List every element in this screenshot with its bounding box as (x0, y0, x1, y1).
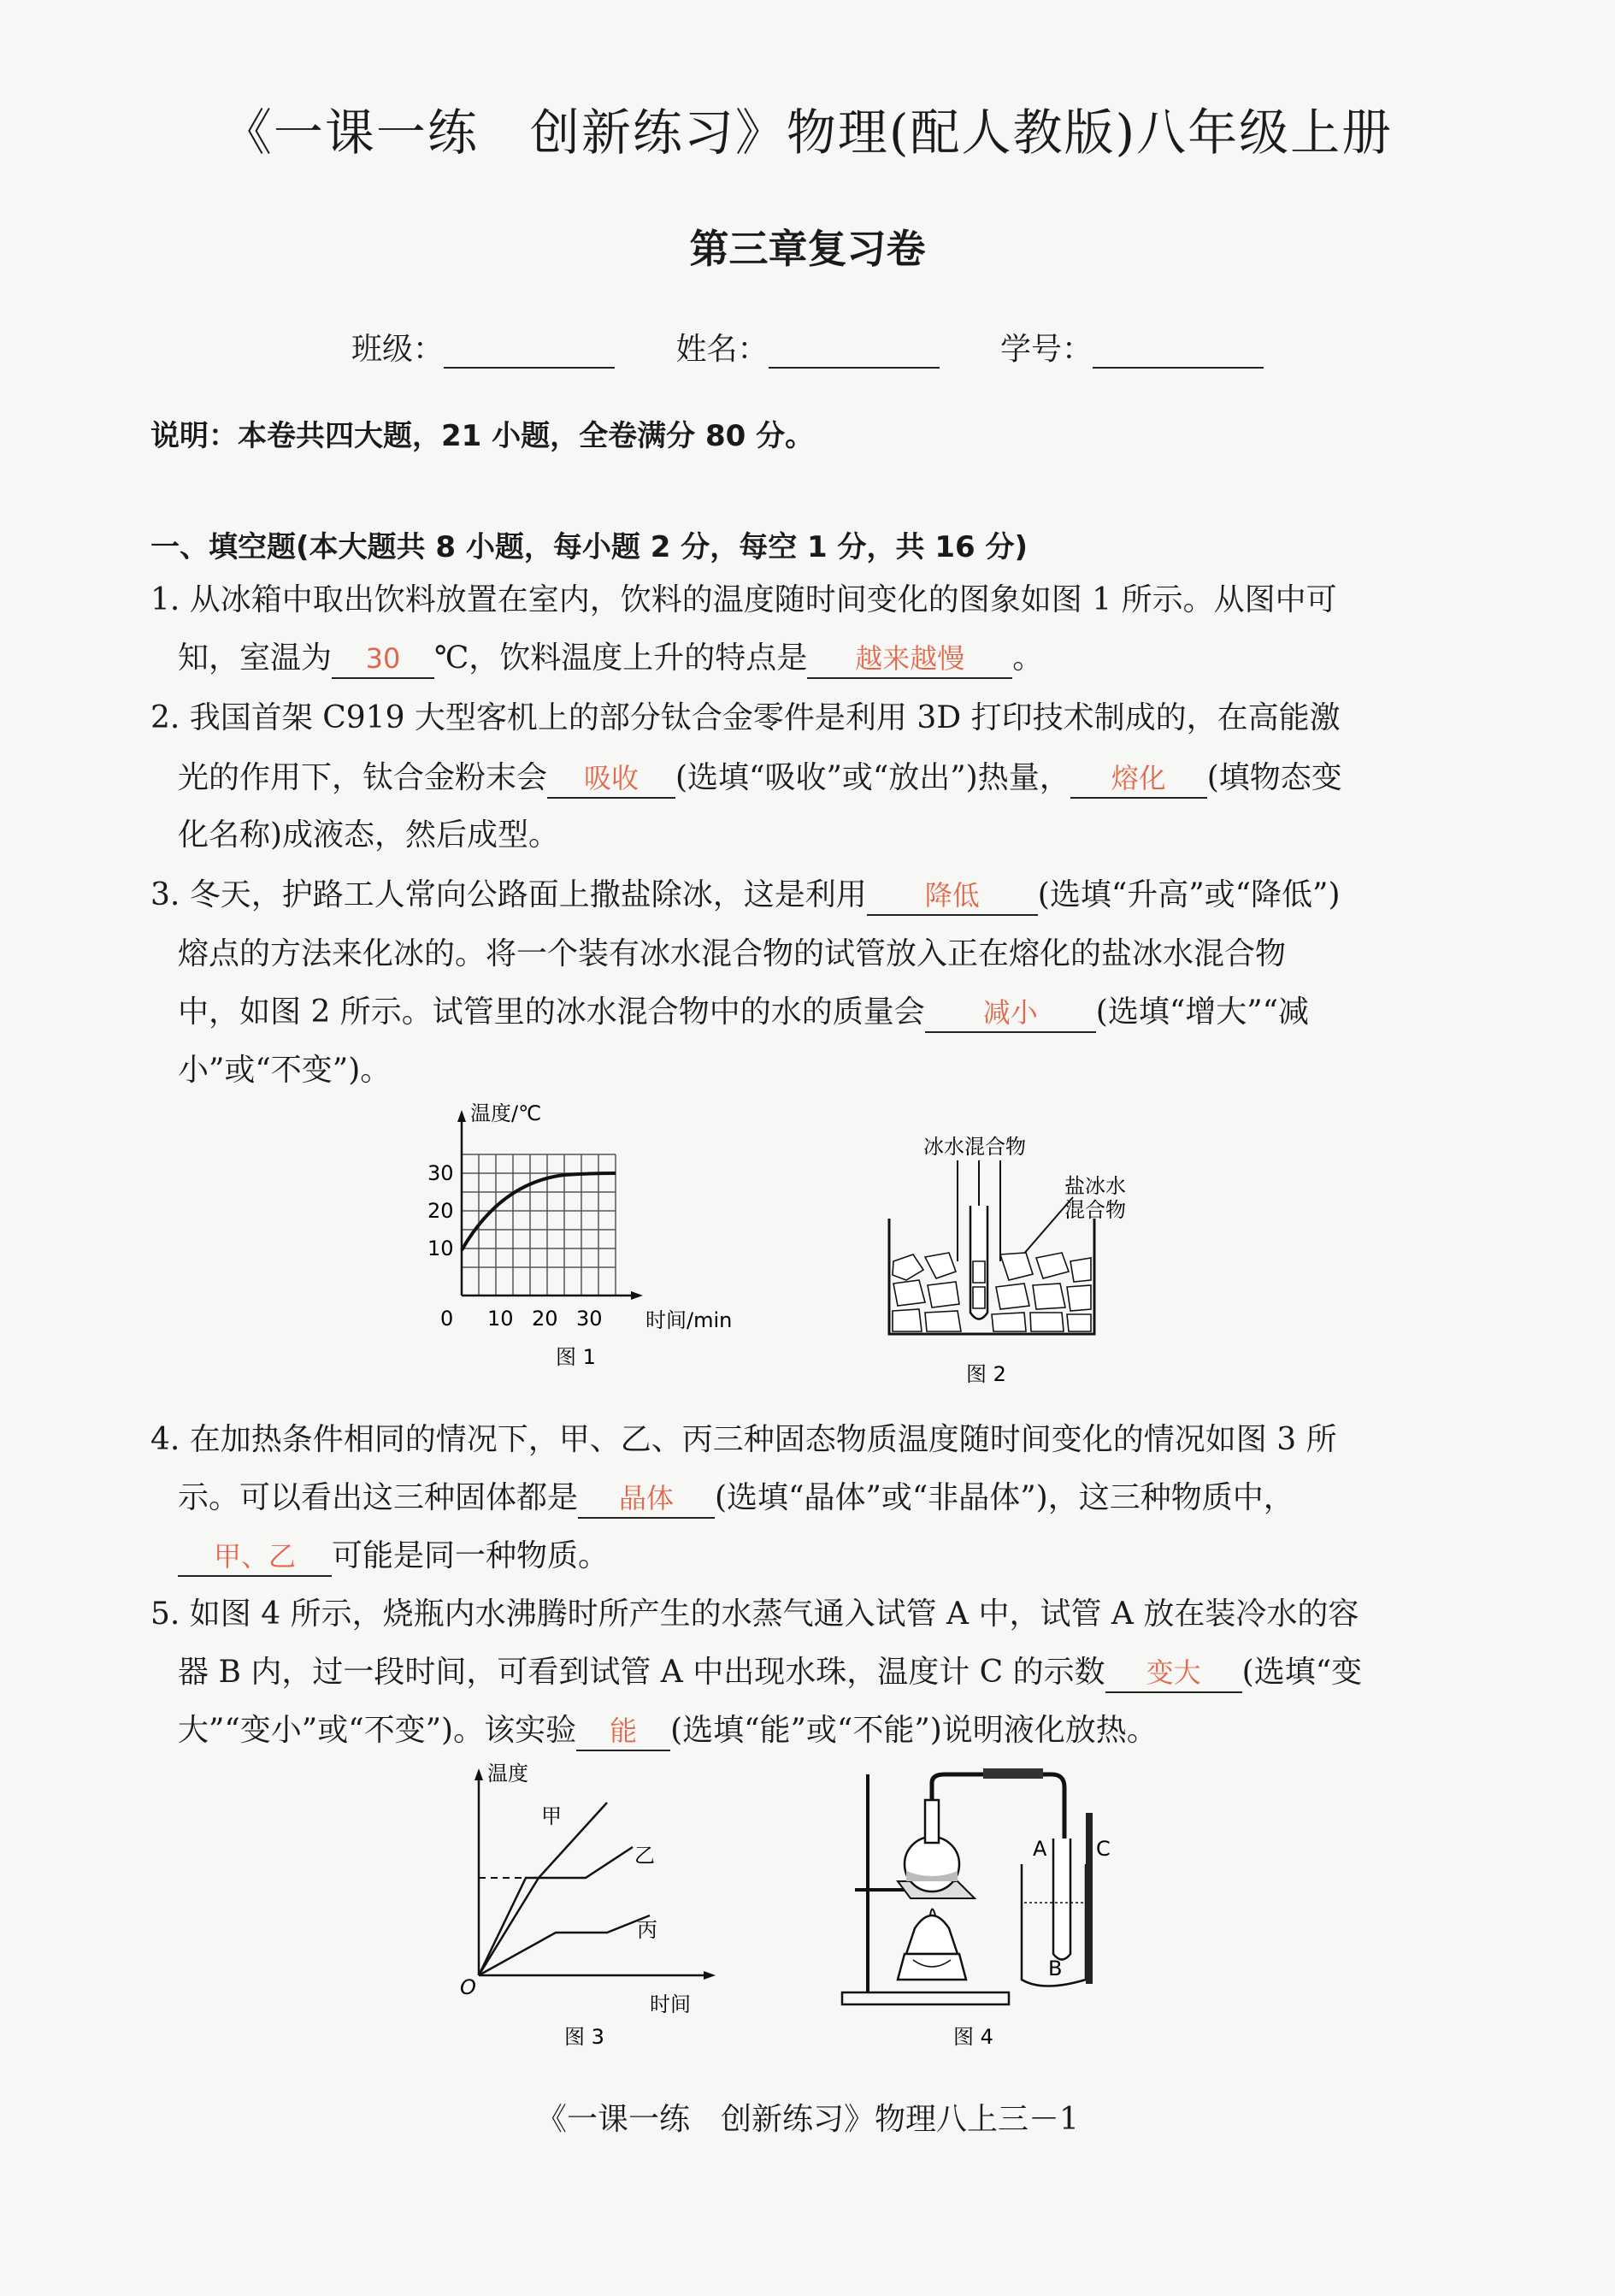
number-blank[interactable] (1093, 336, 1264, 369)
number-label: 学号： (999, 332, 1093, 367)
figure-1 (402, 1103, 761, 1394)
class-label: 班级： (351, 332, 445, 367)
fig4-stand-base (842, 1992, 1009, 2004)
fig3-xlabel: 时间 (650, 1992, 691, 2016)
figure-3 (453, 1762, 735, 2052)
fig4-flask (905, 1837, 959, 1892)
name-blank[interactable] (769, 336, 940, 369)
q3-answer-1[interactable]: 降低 (867, 876, 1038, 916)
q2-answer-2[interactable]: 熔化 (1070, 759, 1207, 799)
name-field[interactable] (675, 325, 939, 369)
fig1-ytick-10: 10 (427, 1237, 454, 1260)
q2-line3: 化名称)成液态，然后成型。 (178, 817, 560, 853)
fig1-curve (462, 1173, 616, 1250)
fig3-series-jia (479, 1803, 607, 1975)
figure-2 (872, 1133, 1231, 1390)
exam-description: 说明：本卷共四大题，21 小题，全卷满分 80 分。 (150, 419, 815, 453)
q4-answer-1[interactable]: 晶体 (578, 1479, 715, 1519)
q2-answer-1[interactable]: 吸收 (547, 759, 675, 799)
fig1-xtick-30: 30 (576, 1307, 603, 1331)
fig4-alcohol-lamp (906, 1915, 958, 1954)
q3-line3: 中，如图 2 所示。试管里的冰水混合物中的水的质量会 减小 (选填“增大”“减 (178, 994, 1309, 1033)
q1-answer-1[interactable]: 30 (332, 640, 434, 679)
page-footer: 《一课一练 创新练习》物理八上三－1 (536, 2102, 1079, 2137)
q3-line2: 熔点的方法来化冰的。将一个装有冰水混合物的试管放入正在熔化的盐冰水混合物 (178, 936, 1287, 971)
student-info-row (0, 325, 1615, 369)
q5-answer-1[interactable]: 变大 (1105, 1654, 1242, 1693)
q1-answer-2[interactable]: 越来越慢 (807, 640, 1012, 679)
q3-line4: 小”或“不变”)。 (178, 1053, 392, 1088)
fig3-label-jia: 甲 (541, 1804, 562, 1828)
fig3-series-yi (479, 1847, 633, 1975)
fig2-label-salt-1: 盐冰水 (1064, 1174, 1126, 1198)
chapter-title: 第三章复习卷 (689, 226, 926, 272)
fig4-caption: 图 4 (953, 2025, 993, 2049)
class-field[interactable] (351, 325, 615, 369)
fig4-rubber-tube (983, 1768, 1043, 1779)
q4-line3: 甲、乙 可能是同一种物质。 (178, 1538, 609, 1577)
fig2-ice-pieces (893, 1253, 1091, 1331)
fig3-ylabel: 温度 (487, 1762, 528, 1785)
section1-heading: 一、填空题(本大题共 8 小题，每小题 2 分，每空 1 分，共 16 分) (150, 530, 1029, 564)
figure-4 (829, 1762, 1188, 2052)
fig3-label-yi: 乙 (634, 1844, 655, 1868)
number-field[interactable] (1000, 325, 1264, 369)
fig2-label-tube: 冰水混合物 (923, 1135, 1026, 1159)
name-label: 姓名： (675, 332, 769, 367)
q3-line1: 3. 冬天，护路工人常向公路面上撒盐除冰，这是利用 降低 (选填“升高”或“降低”) (150, 876, 1341, 916)
q2-line2: 光的作用下，钛合金粉末会 吸收 (选填“吸收”或“放出”)热量， 熔化 (填物态变 (178, 759, 1342, 799)
fig1-xtick-20: 20 (532, 1307, 558, 1331)
fig4-test-tube-a (1053, 1839, 1070, 1960)
book-title: 《一课一练 创新练习》物理(配人教版)八年级上册 (221, 103, 1394, 162)
fig2-caption: 图 2 (966, 1362, 1006, 1386)
q4-answer-2[interactable]: 甲、乙 (178, 1538, 332, 1577)
fig4-label-c: C (1096, 1837, 1111, 1861)
fig3-origin: O (460, 1975, 476, 1999)
fig4-label-b: B (1048, 1957, 1063, 1980)
fig4-thermometer-c (1086, 1813, 1093, 1984)
q3-answer-2[interactable]: 减小 (925, 994, 1096, 1033)
q1-line2: 知，室温为 30 ℃，饮料温度上升的特点是 越来越慢 。 (178, 640, 1043, 679)
q5-line3: 大”“变小”或“不变”)。该实验 能 (选填“能”或“不能”)说明液化放热。 (178, 1712, 1158, 1751)
q5-answer-2[interactable]: 能 (576, 1712, 670, 1751)
fig1-xlabel: 时间/min (645, 1308, 733, 1332)
fig3-caption: 图 3 (564, 2025, 604, 2049)
q1-line1: 1. 从冰箱中取出饮料放置在室内，饮料的温度随时间变化的图象如图 1 所示。从图中可 (150, 582, 1337, 617)
fig2-label-salt-2: 混合物 (1064, 1198, 1126, 1222)
q5-line1: 5. 如图 4 所示，烧瓶内水沸腾时所产生的水蒸气通入试管 A 中，试管 A 放在装冷水的容 (150, 1597, 1359, 1632)
fig1-ytick-20: 20 (427, 1199, 454, 1223)
class-blank[interactable] (444, 336, 615, 369)
fig4-label-a: A (1033, 1837, 1047, 1861)
q5-line2: 器 B 内，过一段时间，可看到试管 A 中出现水珠，温度计 C 的示数 变大 (选填“变 (178, 1654, 1362, 1693)
fig1-caption: 图 1 (556, 1345, 596, 1369)
fig1-ylabel: 温度/℃ (470, 1103, 542, 1125)
fig1-ytick-30: 30 (427, 1161, 454, 1185)
q4-line1: 4. 在加热条件相同的情况下，甲、乙、丙三种固态物质温度随时间变化的情况如图 3 所 (150, 1422, 1337, 1457)
fig3-label-bing: 丙 (637, 1918, 657, 1942)
q2-line1: 2. 我国首架 C919 大型客机上的部分钛合金零件是利用 3D 打印技术制成的，在高能激 (150, 700, 1341, 735)
fig1-xtick-10: 10 (487, 1307, 514, 1331)
fig1-origin: 0 (440, 1307, 454, 1331)
q4-line2: 示。可以看出这三种固体都是 晶体 (选填“晶体”或“非晶体”)，这三种物质中， (178, 1479, 1294, 1519)
